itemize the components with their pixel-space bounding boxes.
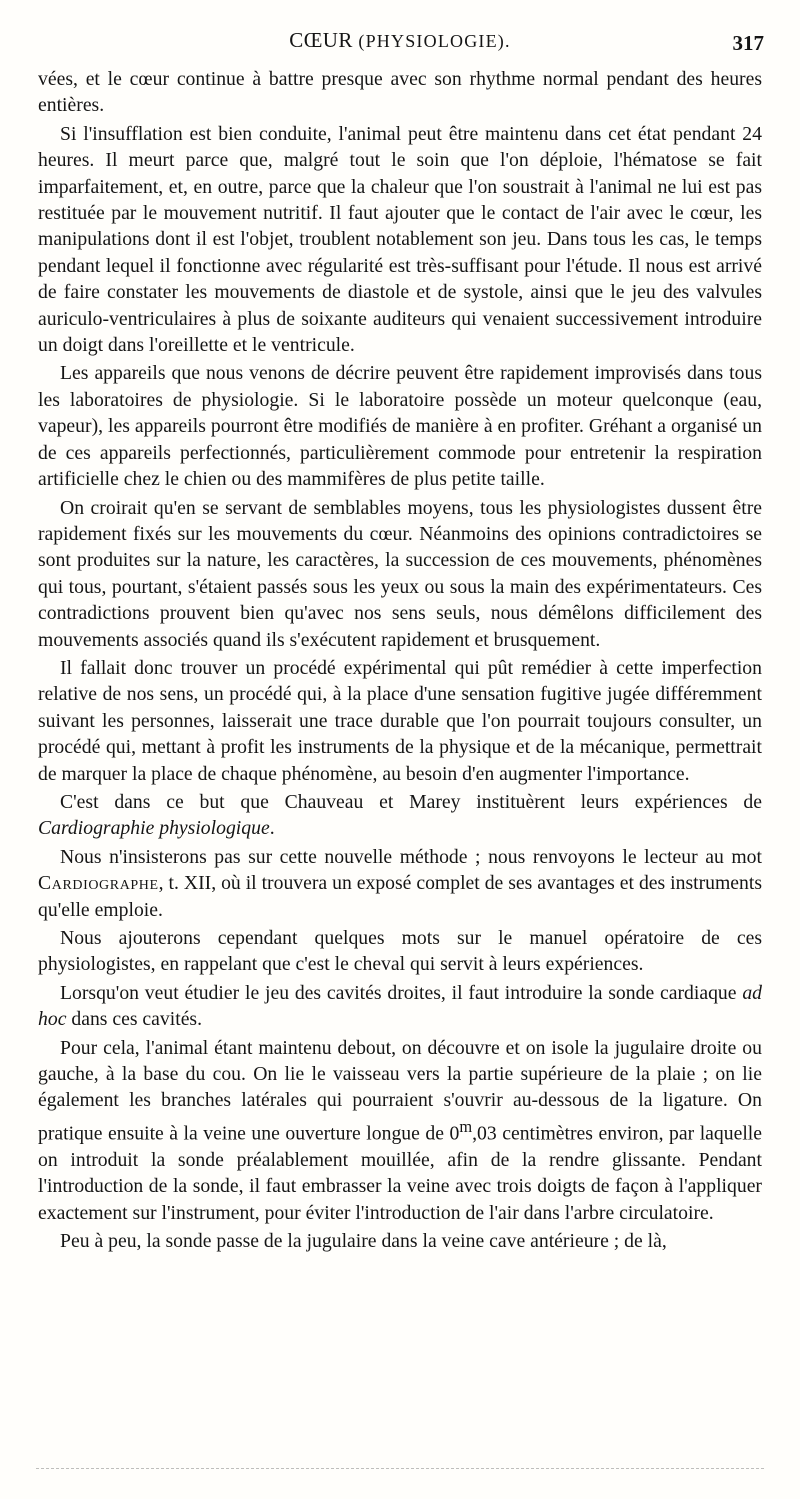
paragraph-10-superscript: m <box>459 1116 473 1136</box>
paragraph-11: Peu à peu, la sonde passe de la jugulaire dans la veine cave antérieure ; de là, <box>60 1230 667 1253</box>
paragraph-7-text: Nous n'insisterons pas sur cette nouvelle méthode ; nous renvoyons le lecteur au mot <box>60 845 762 868</box>
paragraph-6-text: C'est dans ce but que Chauveau et Marey instituèrent leurs expériences de <box>60 790 762 813</box>
paragraph-9 <box>38 980 762 1033</box>
paragraph-3: Les appareils que nous venons de décrire peuvent être rapidement improvisés dans tous les laboratoires de physiologie. Si le laboratoire possède un moteur quelconque (eau, vapeur), les appareils pourront être modifiés de manière à en profiter. Gréhant a organisé un de ces appareils perfectionnés, particulièrement commode pour entretenir la respiration artificielle chez le chien ou des mammifères de plus petite taille. <box>38 362 762 491</box>
paragraph-10-end: ,03 centimètres environ, par laquelle on introduit la sonde préalablement mouillée, afin de la rendre glissante. Pendant l'introduction de la sonde, il faut embrasser la veine avec trois doigts de façon à l'appliquer exactement sur l'instrument, pour éviter l'introduction de l'air dans l'arbre circulatoire. <box>38 1122 762 1224</box>
paragraph-2: Si l'insufflation est bien conduite, l'animal peut être maintenu dans cet état pendant 24 heures. Il meurt parce que, malgré tout le soin que l'on déploie, l'hématose se fait imparfaitement, et, en outre, parce que la chaleur que l'on soustrait à l'animal ne lui est pas restituée par le mouvement nutritif. Il faut ajouter que le contact de l'air avec le cœur, les manipulations dont il est l'objet, troublent notablement son jeu. Dans tous les cas, le temps pendant lequel il fonctionne avec régularité est très-suffisant pour l'étude. Il nous est arrivé de faire constater les mouvements de diastole et de systole, ainsi que le jeu des valvules auriculo-ventriculaires à plus de soixante auditeurs qui venaient successivement introduire un doigt dans l'oreillette et le ventricule. <box>38 122 762 357</box>
paragraph-10-text: Pour cela, l'animal étant maintenu debout, on découvre et on isole la jugulaire droite ou gauche, à la base du cou. On lie le vaisseau vers la partie supérieure de la plaie ; on lie également les branches latérales qui pourraient s'ouvrir au-dessous de la ligature. On pratique ensuite à la veine une ouverture longue de 0 <box>38 1036 762 1145</box>
paragraph-9-italic: ad hoc <box>38 981 762 1031</box>
paragraph-4: On croirait qu'en se servant de semblables moyens, tous les physiologistes dussent être rapidement fixés sur les mouvements du cœur. Néanmoins des opinions contradictoires se sont produites sur la nature, les caractères, la succession de ces mouvements, phénomènes qui tous, pourtant, s'étaient passés sous les yeux ou sous la main des expérimentateurs. Ces contradictions prouvent bien qu'avec nos sens seuls, nous démêlons difficilement des mouvements associés quand ils s'exécutent rapidement et brusquement. <box>38 496 762 651</box>
paragraph-6-italic: Cardiographie physiologique <box>38 817 270 840</box>
paragraph-7-end: , t. XII, où il trouvera un exposé complet de ses avantages et des instruments qu'elle emploie. <box>38 872 762 921</box>
paragraph-6 <box>38 789 762 842</box>
paragraph-1: vées, et le cœur continue à battre presque avec son rhythme normal pendant des heures entières. <box>38 68 762 117</box>
title-subtitle: (PHYSIOLOGIE). <box>358 31 511 51</box>
page-number: 317 <box>732 31 764 55</box>
paragraph-10 <box>38 1035 762 1226</box>
paragraph-6-end: . <box>269 817 275 840</box>
running-head <box>36 28 764 58</box>
paragraph-5: Il fallait donc trouver un procédé expérimental qui pût remédier à cette imperfection relative de nos sens, un procédé qui, à la place d'une sensation fugitive jugée différemment suivant les personnes, laisserait une trace durable que l'on pourrait toujours consulter, un procédé qui, mettant à profit les instruments de la physique et de la mécanique, permettrait de marquer la place de chaque phénomène, au besoin d'en augmenter l'importance. <box>38 656 762 785</box>
paragraph-9-end: dans ces cavités. <box>66 1008 203 1031</box>
paragraph-7 <box>38 844 762 923</box>
body-text <box>38 66 762 1256</box>
paragraph-7-smallcaps: Cardiographe <box>38 872 159 895</box>
paragraph-8: Nous ajouterons cependant quelques mots sur le manuel opératoire de ces physiologistes, en rappelant que c'est le cheval qui servit à leurs expériences. <box>38 927 762 976</box>
title-main: CŒUR <box>289 28 353 52</box>
paragraph-9-text: Lorsqu'on veut étudier le jeu des cavités droites, il faut introduire la sonde cardiaque <box>60 981 743 1004</box>
page-title <box>36 28 764 53</box>
bottom-rule <box>36 1468 764 1469</box>
